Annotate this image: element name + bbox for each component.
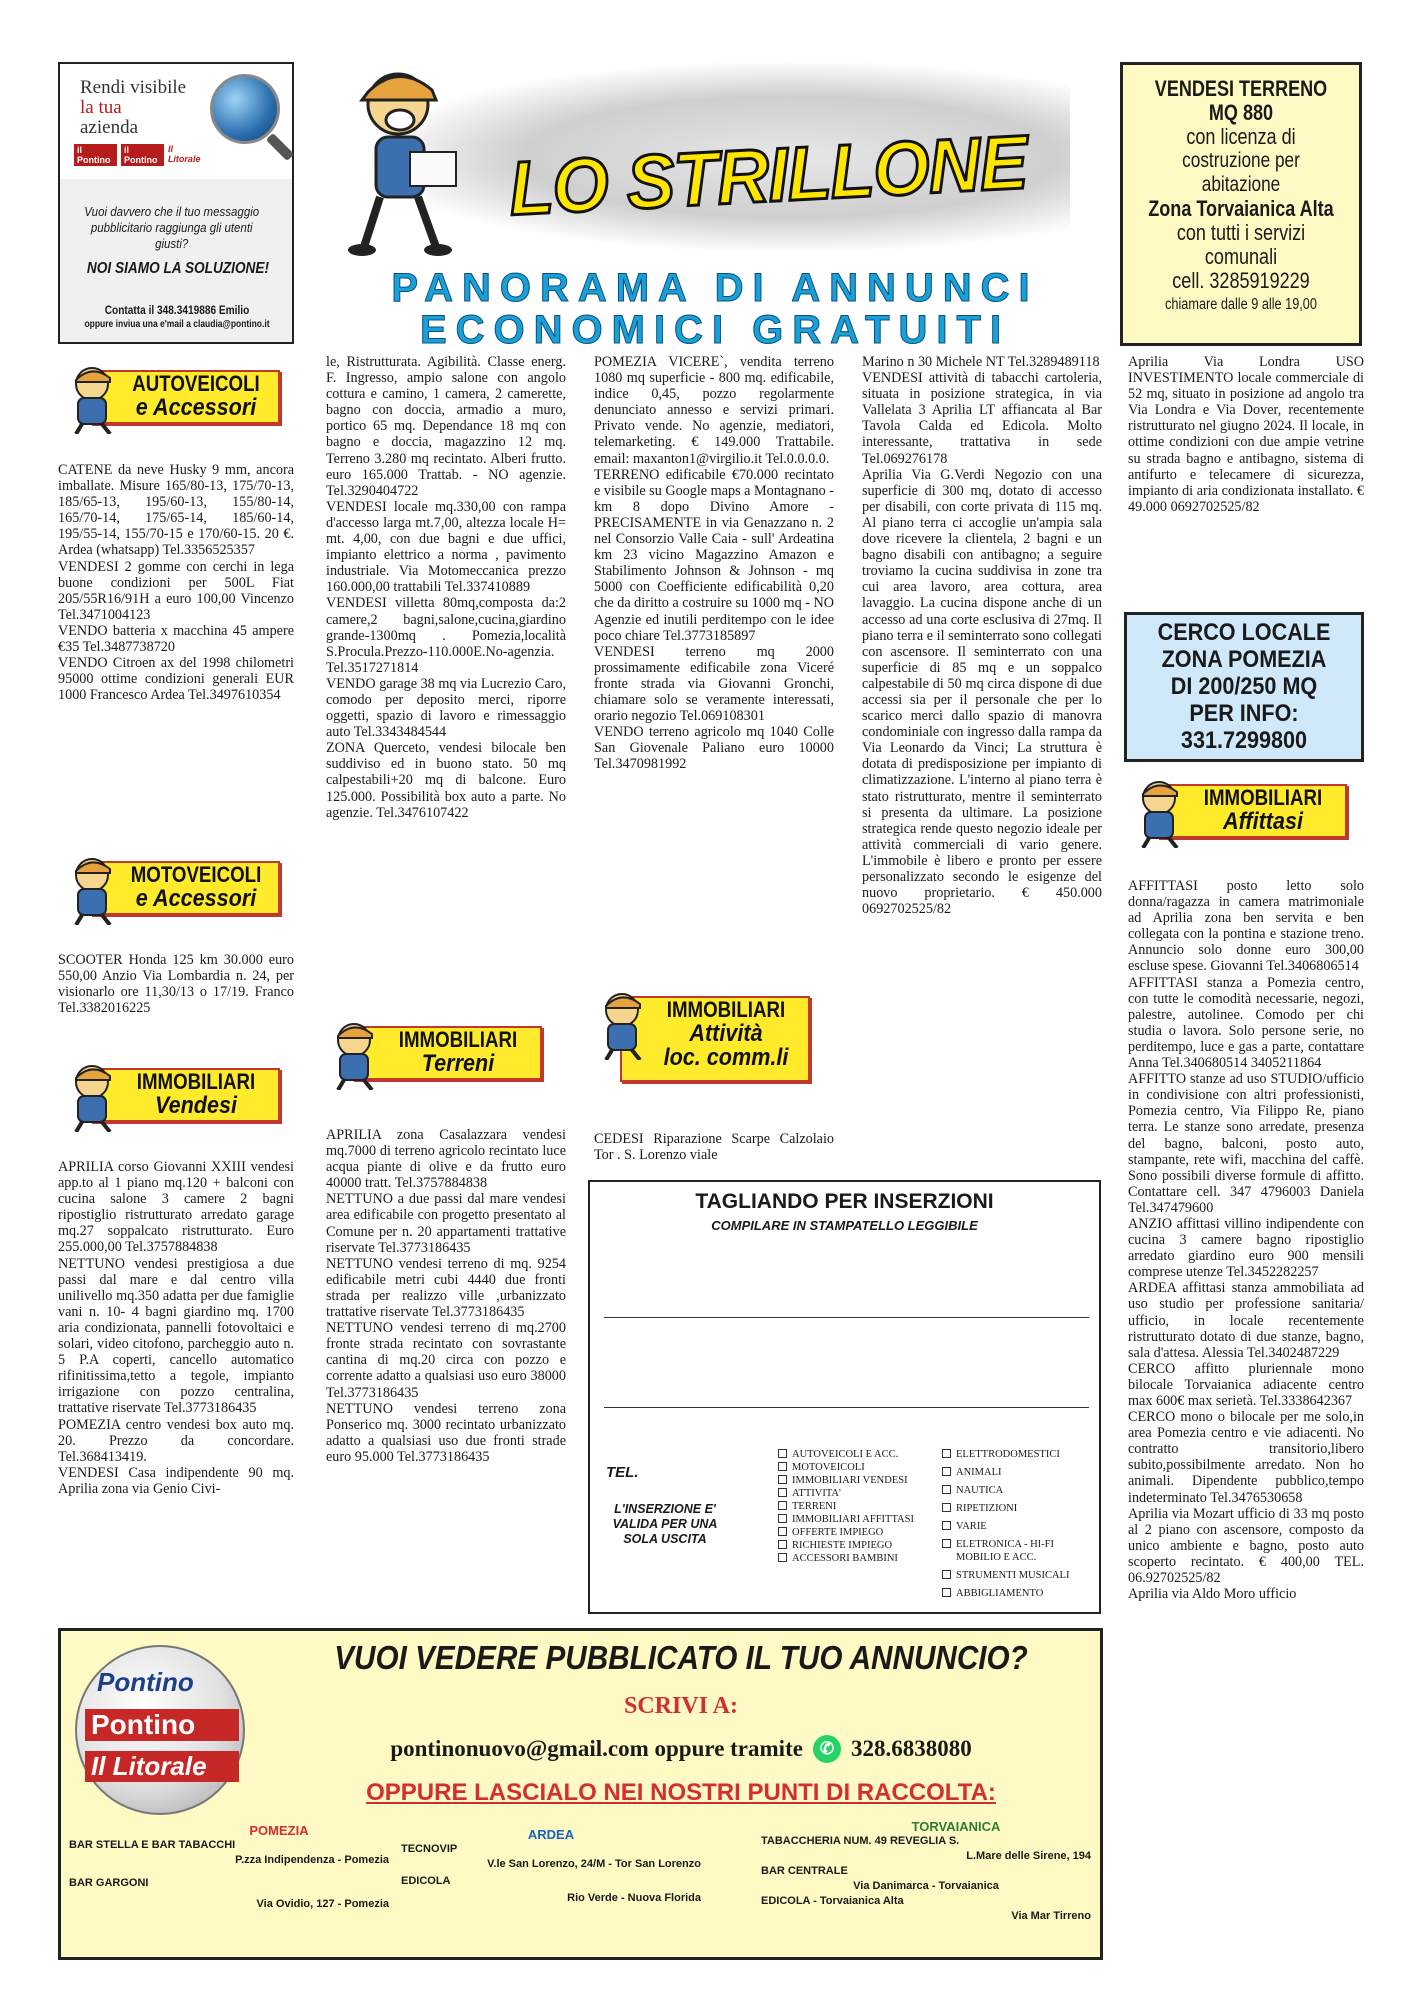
column-attivita: [594, 1131, 834, 1171]
ad-listing: APRILIA zona Casalazzara vendesi mq.7000 di terreno agricolo recintato luce acqua piante di olive e da frutto euro 40000 tratt. Tel.3757884838: [326, 1127, 566, 1192]
checkbox-option[interactable]: TERRENI: [778, 1500, 938, 1513]
column-3-top: [594, 354, 834, 979]
coupon-subtitle: COMPILARE IN STAMPATELLO LEGGIBILE: [711, 1218, 978, 1233]
ad-listing: AFFITTASI posto letto solo donna/ragazza in camera matrimoniale ad Aprilia zona ben servita e ben collegata con la pontina e stazione treno. Annuncio solo donne euro 300,00 escluse spese. Giovanni Tel.3406806514: [1128, 878, 1364, 975]
checkbox-option[interactable]: ELETTRODOMESTICI: [942, 1448, 1092, 1461]
ad-listing: ARDEA affittasi stanza ammobiliata ad uso studio per professione sanitaria/ ufficio, in locale recentemente ristrutturato dotato di due stanze, bagno, sala d'attesa. Alessia Tel.3402487229: [1128, 1280, 1364, 1361]
coupon-title: TAGLIANDO PER INSERZIONI: [695, 1190, 994, 1213]
masthead-logo: LO STRILLONE: [507, 119, 1029, 232]
ad-contact: Contatta il 348.3419886 Emilio oppure inviua una e'mail a claudia@pontino.it: [84, 305, 270, 330]
ad-logos: il Pontino il Pontino Il Litorale: [74, 144, 204, 166]
newsboy-mascot-icon: [340, 62, 460, 262]
banner-contact-row: [266, 1735, 1096, 1763]
coupon-options-left: [778, 1448, 938, 1565]
ad-listing: SCOOTER Honda 125 km 30.000 euro 550,00 Anzio Via Lombardia n. 24, per visionarlo ore 11,30/13 o 17/19. Franco Tel.3382016225: [58, 952, 294, 1017]
ad-listing: Aprilia via Mozart ufficio di 33 mq posto al 2 piano con ascensore, composto da unico ambiente e bagno, posto auto scoperto recintato. € 400,00 TEL. 06.92702525/82: [1128, 1505, 1364, 1587]
ad-listing: VENDESI villetta 80mq,composta da:2 camere,2 bagni,salone,cucina,giardino grande-1300mq . Pomezia,località S.Procula.Prezzo-110.000E.No-agenzia. Tel.3517271814: [326, 595, 566, 676]
ad-listing: POMEZIA VICERE`, vendita terreno 1080 mq superficie - 800 mq. edificabile, indice 0,45, pozzo regolarmente denunciato annesso e servizi primari. Privato vende. No agenzie, mediatori, telemarketing. € 149.000 Trattabile. email: maxanton1@virgilio.it Tel.0.0.0.0.: [594, 354, 834, 467]
ad-listing: VENDESI attività di tabacchi cartoleria, situata in posizione strategica, in via Vallelata 3 Aprilia LT affiancata al Bar Tavola Calda ed Edicola. Molto interessante, trattativa in sede Tel.069276178: [862, 370, 1102, 467]
collection-ardea: ARDEA TECNOVIP V.le San Lorenzo, 24/M - Tor San Lorenzo EDICOLA Rio Verde - Nuova Florida: [401, 1827, 701, 1904]
ad-listing: VENDESI Casa indipendente 90 mq. Aprilia zona via Genio Civi-: [58, 1464, 294, 1497]
ad-listing: VENDESI terreno mq 2000 prossimamente edificabile zona Viceré fronte strada via Giovanni Gronchi, chiamare solo se veramente interessati, orario negozio Tel.069108301: [594, 643, 834, 725]
ad-listing: CEDESI Riparazione Scarpe Calzolaio Tor . S. Lorenzo viale: [594, 1131, 834, 1164]
category-motoveicoli: MOTOVEICOLI e Accessori: [58, 853, 283, 923]
checkbox-option[interactable]: AUTOVEICOLI E ACC.: [778, 1448, 938, 1461]
category-autoveicoli: AUTOVEICOLI e Accessori: [58, 362, 283, 432]
column-motoveicoli: [58, 952, 294, 1052]
column-terreni: [326, 1127, 566, 1617]
checkbox-option[interactable]: ATTIVITA': [778, 1487, 938, 1500]
coupon-note: L'INSERZIONE E' VALIDA PER UNA SOLA USCITA: [612, 1502, 718, 1546]
banner-whatsapp-number[interactable]: 328.6838080: [850, 1736, 972, 1761]
checkbox-option[interactable]: OFFERTE IMPIEGO: [778, 1526, 938, 1539]
banner-email[interactable]: pontinonuovo@gmail.com oppure tramite: [390, 1736, 803, 1761]
checkbox-option[interactable]: VARIE: [942, 1520, 1092, 1533]
ad-listing: VENDO batteria x macchina 45 ampere €35 Tel.3487738720: [58, 622, 294, 656]
ad-listing: VENDESI 2 gomme con cerchi in lega buone condizioni per 500L Fiat 205/55R16/91H a euro 100,00 Vincenzo Tel.3471004123: [58, 558, 294, 623]
mascot-icon: [320, 1018, 392, 1090]
category-immobiliari-vendesi: IMMOBILIARI Vendesi: [58, 1060, 283, 1130]
checkbox-option[interactable]: IMMOBILIARI VENDESI: [778, 1474, 938, 1487]
ad-listing: VENDO Citroen ax del 1998 chilometri 95000 ottime condizioni generali EUR 1000 Francesco Ardea Tel.3497610354: [58, 655, 294, 704]
collection-pomezia: POMEZIA BAR STELLA E BAR TABACCHI P.zza Indipendenza - Pomezia BAR GARGONI Via Ovidio, 127 - Pomezia: [69, 1823, 389, 1910]
ad-listing: CERCO affitto pluriennale mono bilocale Torvaianica adiacente centro max 600€ max serietà. Tel.3338642367: [1128, 1360, 1364, 1409]
collection-torvaianica: TORVAIANICA TABACCHERIA NUM. 49 REVEGLIA S. L.Mare delle Sirene, 194 BAR CENTRALE Via Danimarca - Torvaianica EDICOLA - Torvaianica Alta Via Mar Tirreno: [761, 1819, 1091, 1922]
coupon-line[interactable]: [604, 1317, 1089, 1318]
checkbox-option[interactable]: MOTOVEICOLI: [778, 1461, 938, 1474]
ad-listing: NETTUNO vendesi terreno di mq.2700 fronte strada recintato con sovrastante cantina di mq.20 circa con pozzo e corrente adatto a qualsiasi uso euro 38000 Tel.3773186435: [326, 1320, 566, 1401]
ad-listing: APRILIA corso Giovanni XXIII vendesi app.to al 1 piano mq.120 + balconi con cucina salone 3 camere 2 bagni ripostiglio ristrutturato arredato garage mq.27 soppalcato ristrutturato. Euro 255.000,00 Tel.3757884838: [58, 1159, 294, 1256]
column-2-top: [326, 354, 566, 1009]
coupon-options-right: [942, 1448, 1092, 1605]
ad-listing: VENDO garage 38 mq via Lucrezio Caro, comodo per deposito merci, riporre oggetti, spazio di lavoro e rimessaggio auto Tel.3343484544: [326, 675, 566, 741]
checkbox-option[interactable]: ANIMALI: [942, 1466, 1092, 1479]
column-affittasi: [1128, 878, 1364, 1988]
ad-listing: Aprilia Via G.Verdi Negozio con una superficie di 300 mq, dotato di accesso per disabili, con corte privata di 115 mq. Al piano terra ci accoglie un'ampia sala dove ricevere la clientela, 2 bagni e un bagno disabili con antibagno; a seguire troviamo la cucina suddivisa in zone tra cui area lavoro, area cottura, area lavaggio. La cucina dispone anche di un accesso ad una corte esclusiva di 27mq. Il piano terra e il seminterrato sono collegati con ascensore. Il seminterrato con una superficie di 85 mq e un soppalco calpestabile di 50 mq circa dispone di due accessi sia per il personale che per lo scarico merci dallo spazio di manovra condominiale con ingresso dalla rampa da Via Leonardo da Vinci; La struttura è dotata di predisposizione per impianto di climatizzazione. L'interno al piano terra è stato ristrutturato, mentre il seminterrato si presenta da ultimare. La posizione strategica rende questo negozio ideale per attività commerciali di vario genere. L'immobile è libero e pronto per essere personalizzato secondo le esigenze del nuovo proprietario. € 450.000 0692702525/82: [862, 466, 1102, 918]
checkbox-option[interactable]: ABBIGLIAMENTO: [942, 1587, 1092, 1600]
ad-listing: AFFITTASI stanza a Pomezia centro, con tutte le comodità necessarie, negozi, palestre, autolinee. Comodo per chi studia o lavora. Solo persone serie, no perditempo, luce e gas a parte, contattare Anna Tel.340680514 3405211864: [1128, 974, 1364, 1072]
ad-listing: NETTUNO vendesi terreno di mq. 9254 edificabile metri cubi 4440 due fronti strada per realizzo ville ,urbanizzato trattative riservate Tel.3773186435: [326, 1255, 566, 1321]
coupon-form: [588, 1180, 1101, 1614]
column-vendesi: [58, 1159, 294, 1614]
ad-listing: NETTUNO vendesi terreno zona Ponserico mq. 3000 recintato urbanizzato adatto a qualsiasi uso due fronti strade euro 95.000 Tel.3773186435: [326, 1400, 566, 1465]
checkbox-option[interactable]: NAUTICA: [942, 1484, 1092, 1497]
ad-listing: CATENE da neve Husky 9 mm, ancora imballate. Misure 165/80-13, 175/70-13, 185/65-13, 195/60-13, 155/80-14, 165/70-14, 175/65-14, 185/60-14, 195/55-14, 155/70-15 e 170/60-15. 20 €. Ardea (whatsapp) Tel.3356525357: [58, 462, 294, 559]
globe-icon: [210, 74, 280, 144]
mascot-icon: [58, 362, 130, 434]
ad-cerco-locale: CERCO LOCALE ZONA POMEZIA DI 200/250 MQ PER INFO: 331.7299800: [1124, 612, 1364, 762]
checkbox-option[interactable]: IMMOBILIARI AFFITTASI: [778, 1513, 938, 1526]
banner-scrivi: SCRIVI A:: [623, 1693, 739, 1719]
ad-solution: NOI SIAMO LA SOLUZIONE!: [86, 260, 270, 277]
ad-listing: POMEZIA centro vendesi box auto mq. 20. Prezzo da concordare. Tel.368413419.: [58, 1416, 294, 1465]
ad-listing: Marino n 30 Michele NT Tel.3289489118: [862, 354, 1100, 370]
column-5-top: [1128, 354, 1364, 599]
bottom-banner: [58, 1628, 1103, 1960]
magnifier-handle-icon: [266, 133, 294, 161]
pontino-logo-sphere: Pontino Pontino Il Litorale: [75, 1645, 245, 1815]
ad-listing: CERCO mono o bilocale per me solo,in area Pomezia centro e vie adiacenti. No contratto transitorio,libero subito,possibilmente arredato. Non ho animali. Dipendente pubblico,tempo indeterminato Tel.3476530658: [1128, 1409, 1364, 1506]
column-4-top: [862, 354, 1102, 1172]
ad-listing: Aprilia Via Londra USO INVESTIMENTO locale commerciale di 52 mq, situato in posizione ad angolo tra Via Londra e Via Dover, recentemente ristrutturato nel giugno 2024. Il locale, in ottime condizioni con due ampie vetrine su strada bagno e antibagno, sistema di antifurto e telecamere di sicurezza, impianto di aria condizionata installato. € 49.000 0692702525/82: [1128, 354, 1364, 515]
ad-listing: Aprilia via Aldo Moro ufficio: [1128, 1586, 1297, 1603]
ad-headline: Rendi visibile la tua azienda: [80, 77, 187, 138]
ad-question: Vuoi davvero che il tuo messaggio pubblicitario raggiunga gli utenti giusti?: [84, 205, 260, 251]
checkbox-option[interactable]: ACCESSORI BAMBINI: [778, 1552, 938, 1565]
column-autoveicoli: [58, 462, 294, 847]
checkbox-option[interactable]: STRUMENTI MUSICALI: [942, 1569, 1092, 1582]
mascot-icon: [58, 853, 130, 925]
ad-listing: AFFITTO stanze ad uso STUDIO/ufficio in condivisione con altri professionisti, Pomezia centro, Via Filippo Re, piano terra. Le stanze sono arredate, presenza del bagno, balconi, posto auto, stampante, rete wifi, macchina del caffè. Sono possibili diverse formule di affitto. Contattare cell. 347 4796003 Daniela Tel.347479600: [1128, 1071, 1364, 1216]
checkbox-option[interactable]: RIPETIZIONI: [942, 1502, 1092, 1515]
mascot-icon: [588, 988, 660, 1060]
ad-listing: TERRENO edificabile €70.000 recintato e visibile su Google maps a Montagnano - km 8 dopo Divino Amore - PRECISAMENTE in via Genazzano n. 2 nel Consorzio Valle Caia - sull' Ardeatina km 23 vicino Magazzino Amazon e Stabilimento Johnson & Johnson - mq 5000 con Coefficiente edificabilità 0,20 che da diritto a costruire su 1000 mq - NO Agenzie ed inutili perditempo con le idee poco chiare Tel.3773185897: [594, 466, 834, 644]
ad-listing: ZONA Querceto, vendesi bilocale ben suddiviso ed in buono stato. 50 mq calpestabili+20 mq di balcone. Euro 125.000. Possibilità box auto a parte. No agenzie. Tel.3476107422: [326, 740, 566, 821]
ad-vendesi-terreno: VENDESI TERRENO MQ 880 con licenza di costruzione per abitazione Zona Torvaianica Alta con tutti i servizi comunali cell. 3285919229 chiamare dalle 9 alle 19,00: [1120, 62, 1362, 346]
whatsapp-icon: ✆: [813, 1735, 841, 1763]
coupon-line[interactable]: [604, 1407, 1089, 1408]
masthead: [320, 62, 1082, 352]
coupon-tel-label[interactable]: TEL.: [606, 1464, 639, 1481]
ad-listing: ANZIO affittasi villino indipendente con cucina 3 camere bagno ripostiglio arredato giardino euro 900 mensili comprese utenze Tel.3452282257: [1128, 1215, 1364, 1281]
masthead-subtitle: PANORAMA DI ANNUNCI ECONOMICI GRATUITI: [391, 266, 1039, 352]
mascot-icon: [58, 1060, 130, 1132]
category-immobiliari-terreni: IMMOBILIARI Terreni: [320, 1018, 545, 1088]
ad-listing: NETTUNO a due passi dal mare vendesi area edificabile con progetto presentato al Comune per n. 20 appartamenti trattative riservate Tel.3773186435: [326, 1191, 566, 1256]
checkbox-option[interactable]: ELETRONICA - HI-FI MOBILIO E ACC.: [942, 1538, 1092, 1564]
category-immobiliari-affittasi: IMMOBILIARI Affittasi: [1125, 776, 1350, 846]
ad-rendi-visibile: [58, 62, 294, 344]
ad-listing: le, Ristrutturata. Agibilità. Classe energ. F. Ingresso, ampio salone con angolo cottura e camino, 1 camera, 2 camerette, bagno con doccia, armadio a muro, portico 65 mq. Dependance 18 mq con bagno e doccia, magazzino 12 mq. Terreno 3.280 mq recintato. Alberi frutto. euro 165.000 Trattab. - NO agenzie. Tel.3290404722: [326, 354, 566, 499]
banner-raccolta: OPPURE LASCIALO NEI NOSTRI PUNTI DI RACCOLTA:: [366, 1779, 996, 1806]
banner-headline: VUOI VEDERE PUBBLICATO IL TUO ANNUNCIO?: [334, 1639, 1028, 1676]
checkbox-option[interactable]: RICHIESTE IMPIEGO: [778, 1539, 938, 1552]
mascot-icon: [1125, 776, 1197, 848]
ad-listing: VENDESI locale mq.330,00 con rampa d'accesso larga mt.7,00, altezza locale H= mt. 4,00, con due bagni e due uffici, impianto elettrico a norma , pavimento industriale. Via Motomeccanica prezzo 160.000,00 trattabili Tel.337410889: [326, 498, 566, 596]
ad-listing: NETTUNO vendesi prestigiosa a due passi dal mare e dal centro villa unilivello mq.350 adatta per due famiglie vani n. 10- 4 bagni giardino mq. 1700 aria condizionata, pannelli fotovoltaici e solari, video citofono, parcheggio auto n. 5 P.A coperti, cancello automatico rifinitissima,tetto a tegole, impianto irrigazione con pozzo centralina, trattative riservate Tel.3773186435: [58, 1255, 294, 1417]
category-immobiliari-attivita: IMMOBILIARI Attività loc. comm.li: [588, 988, 813, 1088]
ad-listing: VENDO terreno agricolo mq 1040 Colle San Giovenale Paliano euro 10000 Tel.3470981992: [594, 724, 834, 773]
